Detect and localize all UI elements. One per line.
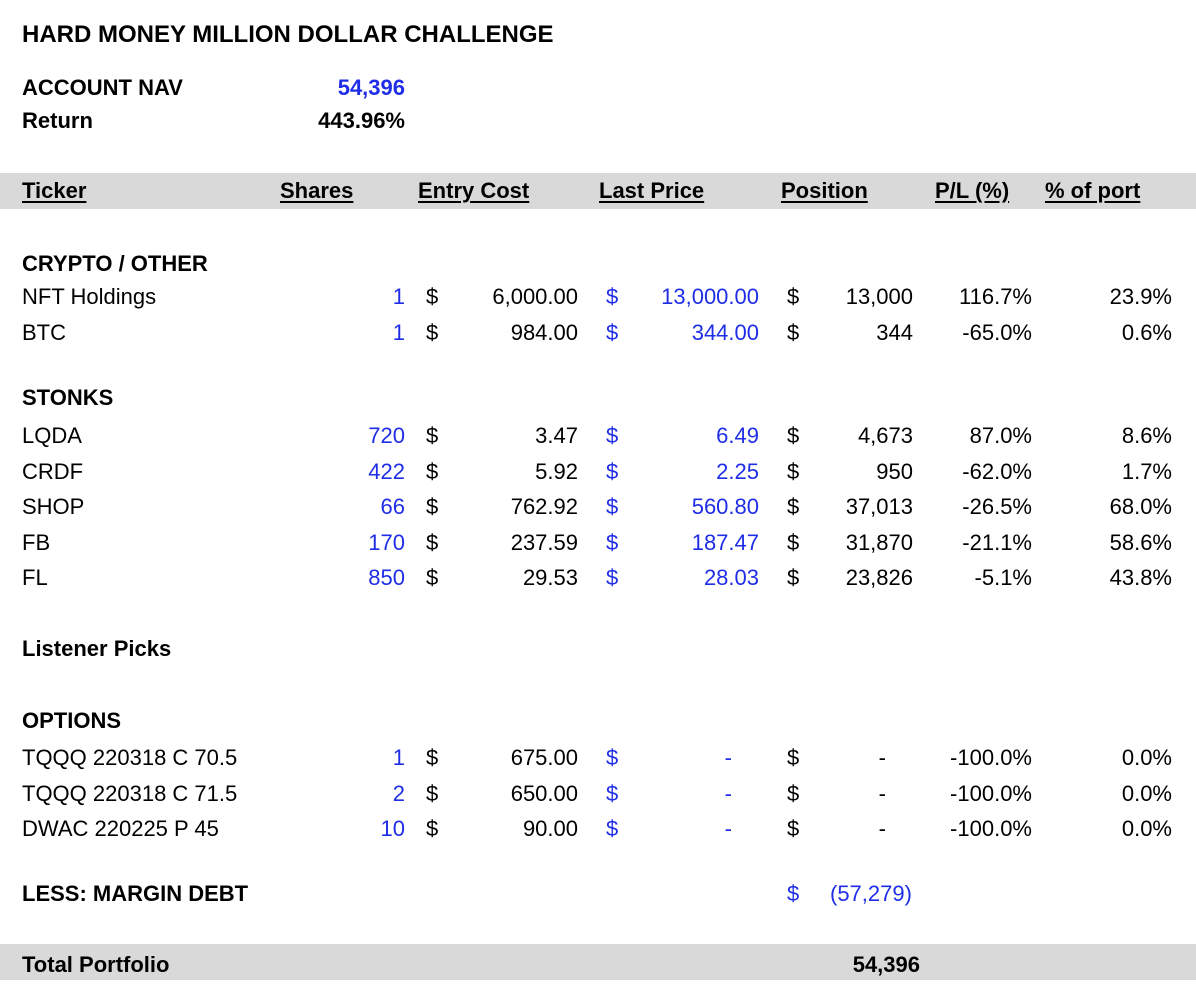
- cell-last-currency: $: [606, 494, 619, 520]
- cell-last-currency: $: [606, 529, 619, 555]
- section-label-stonks: STONKS: [22, 385, 114, 410]
- cell-last-price: -: [724, 780, 732, 806]
- cell-entry-currency: $: [426, 745, 439, 770]
- cell-shares: 10: [380, 816, 405, 842]
- cell-ticker: TQQQ 220318 C 70.5: [22, 745, 238, 770]
- col-header-last-price: Last Price: [599, 178, 705, 203]
- cell-last-currency: $: [606, 565, 619, 591]
- cell-ticker: FB: [22, 529, 51, 555]
- col-header-ticker: Ticker: [22, 178, 87, 203]
- cell-port: 68.0%: [1109, 494, 1172, 520]
- cell-entry-currency: $: [426, 780, 439, 806]
- cell-ticker: BTC: [22, 319, 66, 345]
- cell-position-currency: $: [787, 284, 800, 309]
- cell-pl: -26.5%: [962, 494, 1032, 520]
- cell-last-price: -: [724, 816, 732, 842]
- sheet-title: HARD MONEY MILLION DOLLAR CHALLENGE: [22, 21, 554, 48]
- cell-shares: 1: [392, 284, 405, 309]
- cell-position-currency: $: [787, 423, 800, 448]
- table-row: [0, 489, 1196, 525]
- return-value: 443.96%: [318, 108, 405, 133]
- cell-ticker: NFT Holdings: [22, 284, 157, 309]
- cell-last-price: 187.47: [691, 529, 759, 555]
- table-row: [0, 560, 1196, 596]
- cell-entry-cost: 675.00: [510, 745, 578, 770]
- cell-last-currency: $: [606, 780, 619, 806]
- table-row: [0, 811, 1196, 847]
- cell-position: -: [878, 780, 886, 806]
- cell-position: 13,000: [845, 284, 913, 309]
- cell-pl: -100.0%: [950, 745, 1032, 770]
- total-portfolio-value: 54,396: [852, 952, 920, 977]
- cell-last-price: 13,000.00: [661, 284, 759, 309]
- cell-entry-currency: $: [426, 565, 439, 591]
- header-band: [0, 173, 1196, 209]
- section-label-options: OPTIONS: [22, 708, 122, 733]
- cell-position-currency: $: [787, 494, 800, 520]
- section-label-listener-picks: Listener Picks: [22, 636, 172, 661]
- col-header-position: Position: [781, 178, 868, 203]
- cell-position-currency: $: [787, 529, 800, 555]
- cell-port: 0.6%: [1121, 319, 1172, 345]
- cell-shares: 170: [368, 529, 405, 555]
- cell-ticker: FL: [22, 565, 48, 591]
- cell-position: -: [878, 745, 886, 770]
- cell-entry-cost: 762.92: [510, 494, 578, 520]
- cell-port: 58.6%: [1109, 529, 1172, 555]
- cell-position: 23,826: [845, 565, 913, 591]
- cell-last-currency: $: [606, 816, 619, 842]
- cell-shares: 720: [368, 423, 405, 448]
- cell-last-price: -: [724, 745, 732, 770]
- table-row: [0, 525, 1196, 561]
- cell-port: 43.8%: [1109, 565, 1172, 591]
- cell-entry-cost: 90.00: [522, 816, 578, 842]
- cell-port: 0.0%: [1121, 780, 1172, 806]
- cell-entry-currency: $: [426, 319, 439, 345]
- cell-pl: 116.7%: [959, 284, 1032, 309]
- cell-position: 950: [876, 458, 913, 484]
- cell-ticker: CRDF: [22, 458, 84, 484]
- cell-pl: -62.0%: [962, 458, 1032, 484]
- cell-position-currency: $: [787, 780, 800, 806]
- total-band: [0, 944, 1196, 980]
- cell-entry-cost: 984.00: [510, 319, 578, 345]
- col-header-shares: Shares: [280, 178, 354, 203]
- cell-position: 344: [876, 319, 913, 345]
- cell-pl: -100.0%: [950, 780, 1032, 806]
- cell-shares: 422: [368, 458, 405, 484]
- cell-port: 23.9%: [1109, 284, 1172, 309]
- table-row: [0, 776, 1196, 812]
- total-portfolio-label: Total Portfolio: [22, 952, 170, 977]
- table-row: [0, 454, 1196, 490]
- cell-entry-currency: $: [426, 423, 439, 448]
- cell-ticker: DWAC 220225 P 45: [22, 816, 219, 842]
- cell-port: 1.7%: [1121, 458, 1172, 484]
- cell-pl: -5.1%: [974, 565, 1032, 591]
- cell-entry-currency: $: [426, 529, 439, 555]
- col-header-entry-cost: Entry Cost: [418, 178, 530, 203]
- cell-position-currency: $: [787, 816, 800, 842]
- cell-entry-cost: 5.92: [535, 458, 578, 484]
- cell-position: 31,870: [845, 529, 913, 555]
- col-header-pl: P/L (%): [935, 178, 1010, 203]
- cell-last-price: 28.03: [703, 565, 759, 591]
- cell-position-currency: $: [787, 319, 800, 345]
- cell-position-currency: $: [787, 745, 800, 770]
- account-nav-label: ACCOUNT NAV: [22, 75, 183, 100]
- cell-last-price: 560.80: [691, 494, 759, 520]
- cell-entry-cost: 3.47: [535, 423, 578, 448]
- cell-shares: 1: [392, 745, 405, 770]
- col-header-port: % of port: [1045, 178, 1141, 203]
- table-row: [0, 418, 1196, 454]
- cell-port: 8.6%: [1121, 423, 1172, 448]
- cell-last-price: 344.00: [691, 319, 759, 345]
- table-row: [0, 279, 1196, 315]
- cell-port: 0.0%: [1121, 745, 1172, 770]
- cell-shares: 850: [368, 565, 405, 591]
- cell-pl: -100.0%: [950, 816, 1032, 842]
- cell-entry-cost: 237.59: [510, 529, 578, 555]
- cell-ticker: TQQQ 220318 C 71.5: [22, 780, 238, 806]
- cell-ticker: LQDA: [22, 423, 82, 448]
- account-nav-value: 54,396: [337, 75, 405, 100]
- cell-last-currency: $: [606, 458, 619, 484]
- cell-ticker: SHOP: [22, 494, 85, 520]
- cell-last-currency: $: [606, 745, 619, 770]
- table-row: [0, 740, 1196, 776]
- cell-position: 37,013: [845, 494, 913, 520]
- margin-debt-value: (57,279): [830, 881, 912, 906]
- cell-last-currency: $: [606, 284, 619, 309]
- cell-position-currency: $: [787, 458, 800, 484]
- margin-debt-currency: $: [787, 881, 800, 906]
- cell-position: 4,673: [857, 423, 913, 448]
- cell-entry-cost: 650.00: [510, 780, 578, 806]
- cell-entry-currency: $: [426, 284, 439, 309]
- cell-shares: 66: [380, 494, 405, 520]
- cell-entry-currency: $: [426, 816, 439, 842]
- cell-entry-currency: $: [426, 494, 439, 520]
- return-label: Return: [22, 108, 93, 133]
- cell-last-price: 2.25: [716, 458, 759, 484]
- cell-pl: -21.1%: [962, 529, 1032, 555]
- cell-port: 0.0%: [1121, 816, 1172, 842]
- cell-entry-cost: 6,000.00: [492, 284, 578, 309]
- cell-pl: -65.0%: [962, 319, 1032, 345]
- cell-entry-currency: $: [426, 458, 439, 484]
- cell-shares: 2: [392, 780, 405, 806]
- cell-last-currency: $: [606, 423, 619, 448]
- cell-position: -: [878, 816, 886, 842]
- cell-last-price: 6.49: [716, 423, 759, 448]
- cell-last-currency: $: [606, 319, 619, 345]
- cell-pl: 87.0%: [969, 423, 1032, 448]
- section-label-crypto: CRYPTO / OTHER: [22, 251, 208, 276]
- cell-shares: 1: [392, 319, 405, 345]
- cell-position-currency: $: [787, 565, 800, 591]
- cell-entry-cost: 29.53: [522, 565, 578, 591]
- table-row: [0, 315, 1196, 351]
- margin-debt-label: LESS: MARGIN DEBT: [22, 881, 249, 906]
